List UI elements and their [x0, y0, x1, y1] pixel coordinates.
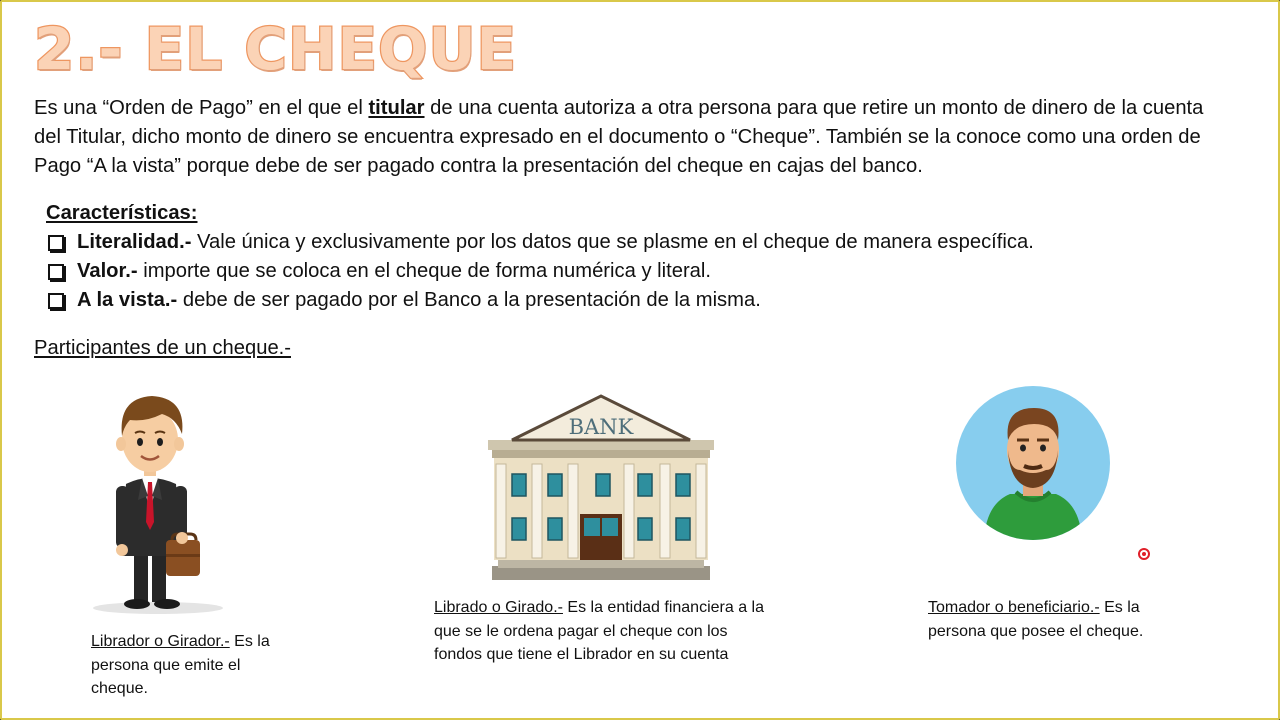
intro-text-before: Es una “Orden de Pago” en el que el [34, 97, 369, 119]
participant-caption-tomador [928, 596, 1178, 643]
intro-titular-term: titular [368, 97, 425, 119]
characteristic-term: Valor.- [77, 260, 138, 282]
list-item [46, 286, 1034, 315]
characteristic-text: Vale única y exclusivamente por los datos que se plasme en el cheque de manera específica. [191, 231, 1034, 253]
intro-paragraph [34, 94, 1234, 181]
bearded-man-icon [956, 386, 1110, 552]
characteristic-term: Literalidad.- [77, 231, 192, 253]
characteristics-list [46, 228, 1034, 315]
businessman-icon [90, 388, 230, 618]
laser-pointer-icon [1138, 548, 1150, 560]
characteristic-text: debe de ser pagado por el Banco a la presentación de la misma. [177, 289, 761, 311]
participant-text: Es la persona que posee el cheque. [928, 599, 1144, 640]
participant-caption-librado [434, 596, 774, 667]
list-item [46, 228, 1034, 257]
checkbox-bullet-icon [48, 264, 64, 280]
participant-text: Es la persona que emite el cheque. [91, 633, 270, 697]
characteristics-heading: Características: [46, 202, 198, 224]
bank-sign: BANK [568, 415, 634, 439]
participant-text: Es la entidad financiera a la que se le ordena pagar el cheque con los fondos que tiene el Librador en su cuenta [434, 599, 764, 663]
characteristic-text: importe que se coloca en el cheque de forma numérica y literal. [137, 260, 711, 282]
list-item [46, 257, 1034, 286]
participant-term: Librado o Girado.- [434, 599, 563, 616]
participant-term: Librador o Girador.- [91, 633, 230, 650]
characteristics-section [46, 199, 1034, 315]
checkbox-bullet-icon [48, 235, 64, 251]
slide-title: 2.- EL CHEQUE [34, 15, 518, 83]
characteristic-term: A la vista.- [77, 289, 178, 311]
bank-building-icon [488, 394, 714, 584]
participant-caption-librador [91, 630, 291, 701]
participant-term: Tomador o beneficiario.- [928, 599, 1100, 616]
checkbox-bullet-icon [48, 293, 64, 309]
intro-text-after: de una cuenta autoriza a otra persona para que retire un monto de dinero de la cuenta del Titular, dicho monto de dinero se encuentra expresado en el documento o “Cheque”. También se la conoce como una orden de Pago “A la vista” porque debe de ser pagado contra la presentación del cheque en cajas del banco. [34, 97, 1204, 177]
participants-heading: Participantes de un cheque.- [34, 337, 291, 359]
